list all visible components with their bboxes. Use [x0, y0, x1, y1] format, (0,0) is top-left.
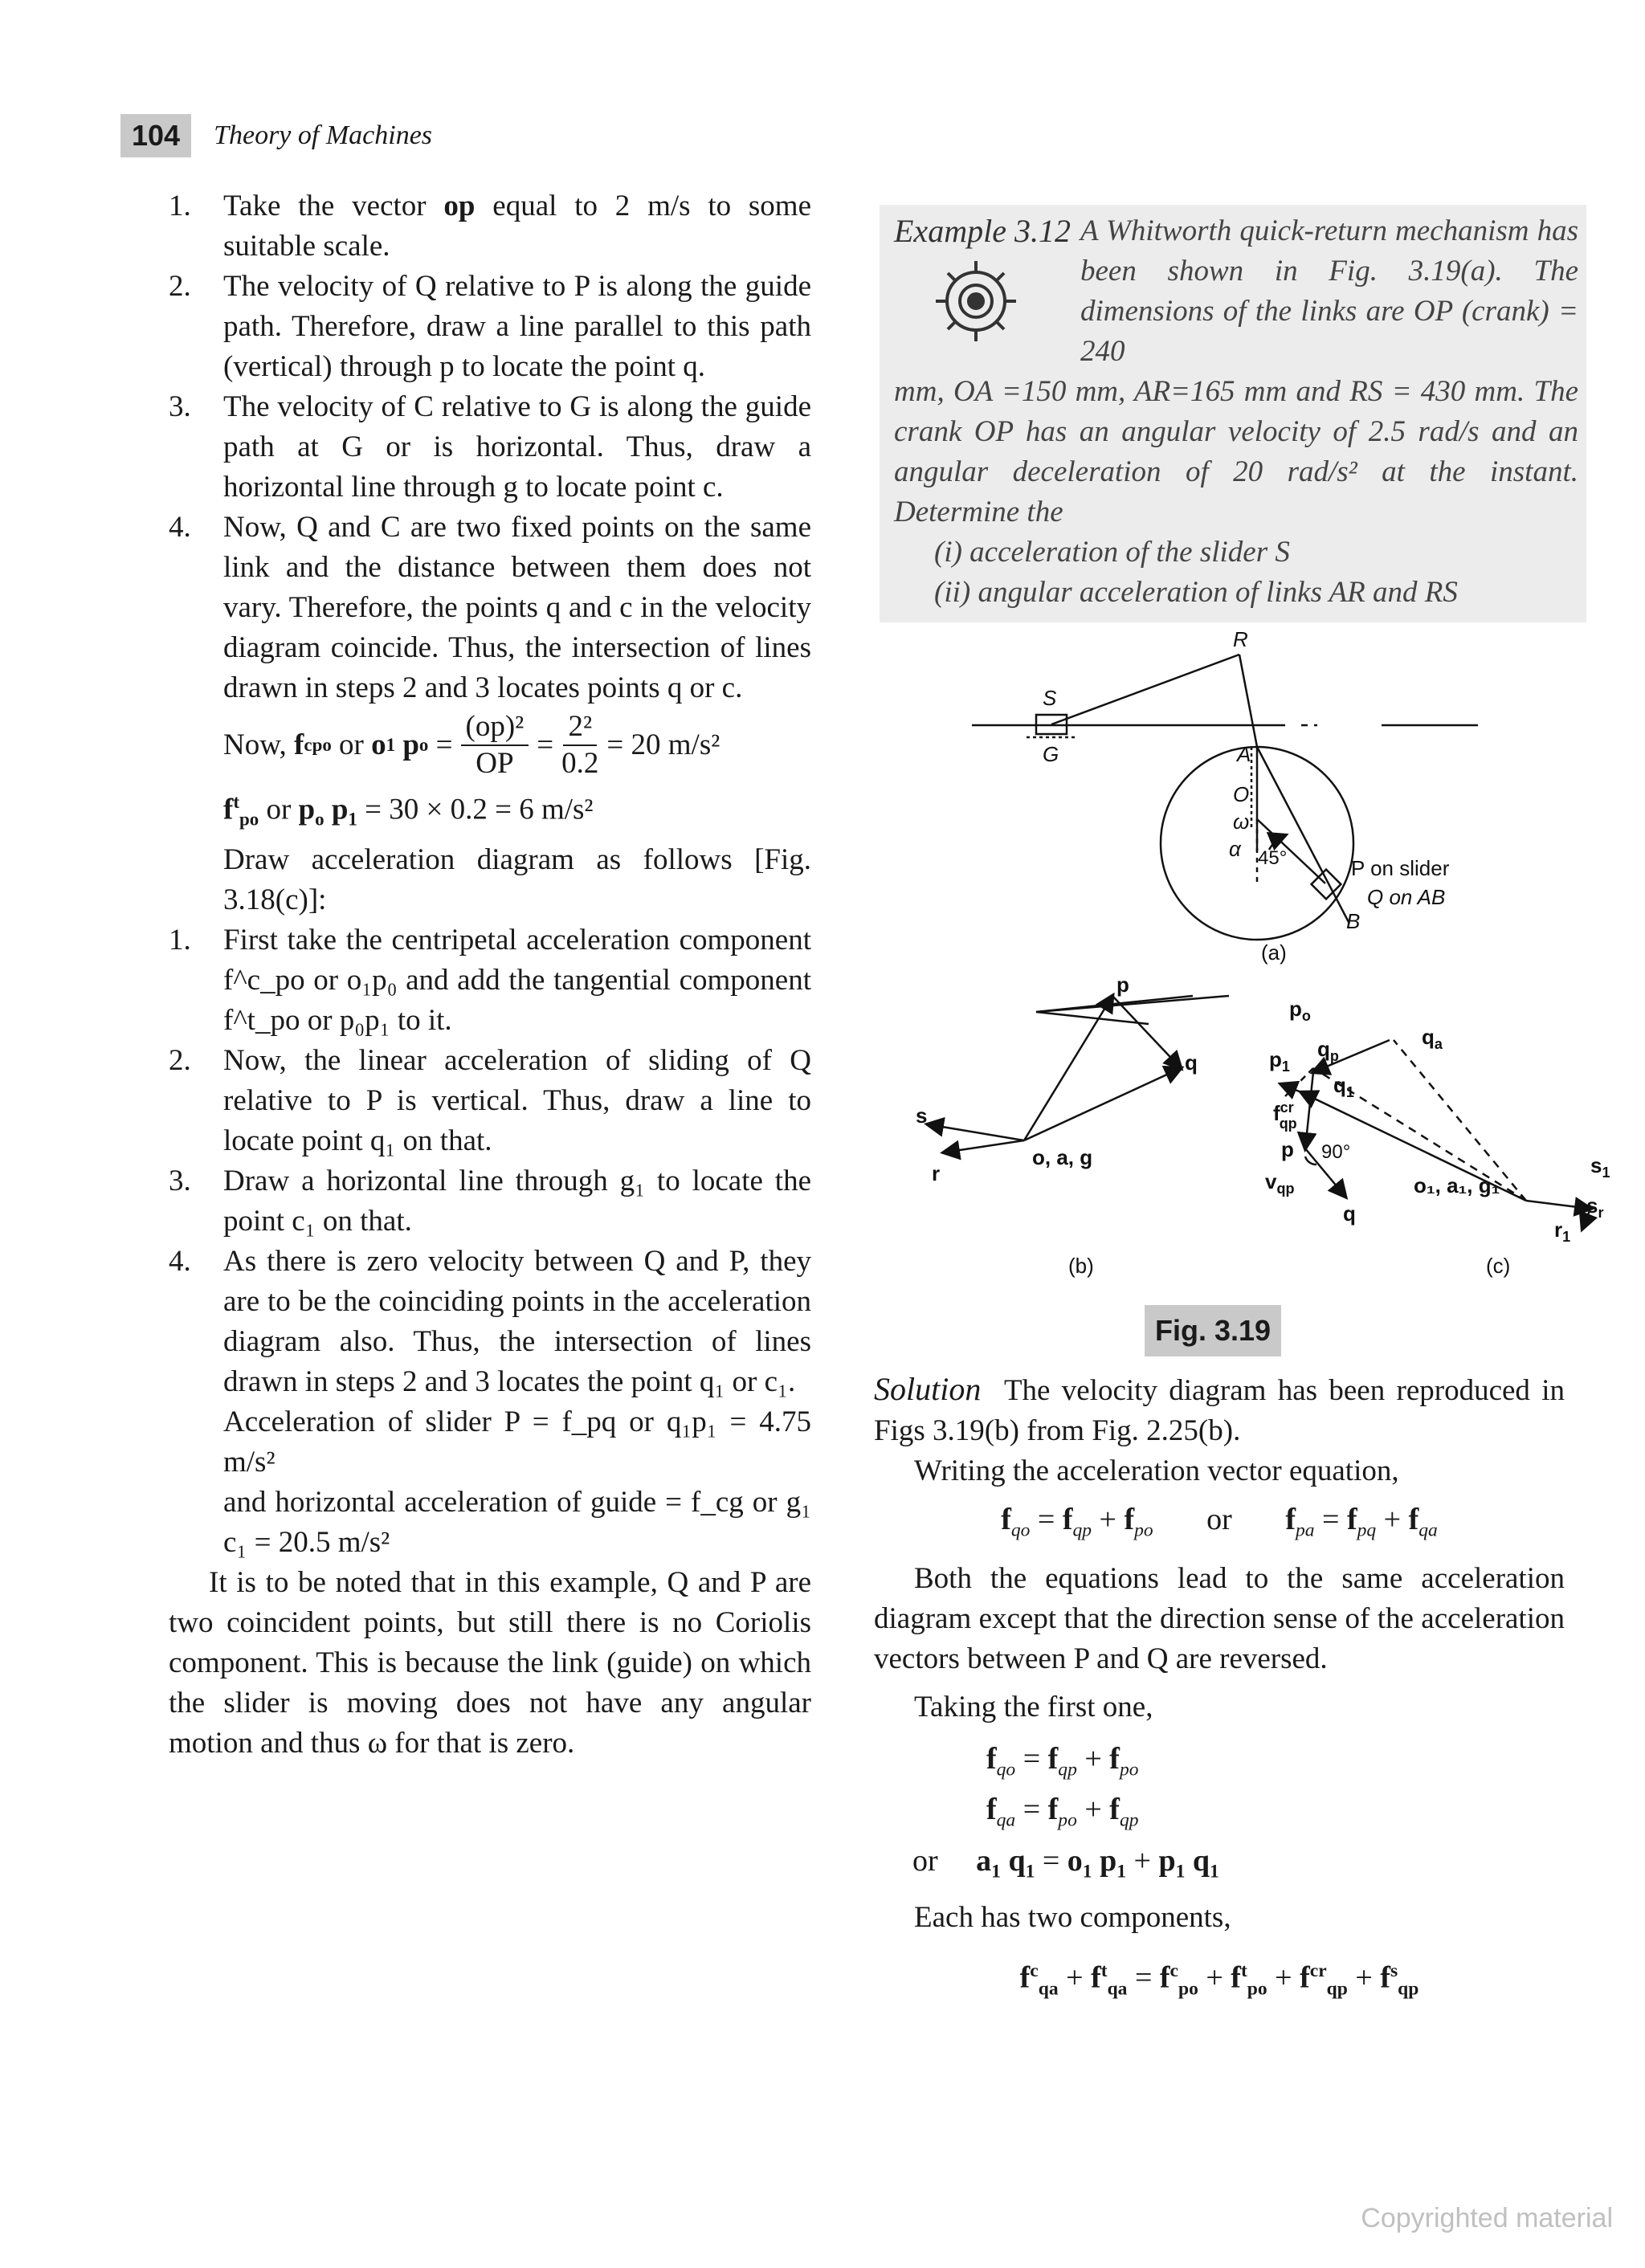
- paragraph: Each has two components,: [914, 1901, 1231, 1935]
- solution-heading: Solution: [874, 1371, 982, 1407]
- caption-a: (a): [1261, 940, 1287, 965]
- example-body: [894, 372, 1578, 613]
- right-column: [874, 1369, 1565, 2009]
- list-number: 1.: [169, 923, 191, 957]
- paragraph: Both the equations lead to the same acceleration diagram except that the direction sense of the acceleration vectors between P and Q are reversed.: [874, 1561, 1565, 1675]
- list-number: 2.: [169, 270, 191, 303]
- label-angle-90: 90°: [1321, 1141, 1351, 1163]
- page-number: 104: [120, 114, 191, 157]
- denominator: OP: [476, 747, 514, 780]
- list-item: [169, 186, 811, 267]
- equation-centripetal: Now, f c po or o 1 p o = $\frac{\text{(op)²}}{OP}$ = $\frac{\text{2²}}{0.2}$ = 20 m/s²: [223, 710, 720, 780]
- list-number: 3.: [169, 1164, 191, 1197]
- equation-vector: $f_{qo} = f_{qp} + f_{po}$ or $f_{pa} = f_{pq} + f_{qa}$: [1001, 1503, 1438, 1541]
- example-box: [880, 205, 1586, 622]
- step-text: First take the centripetal acceleration component f^c_po or o₁p₀ and add the tangential component f^t_po or p₀p₁ to it.: [223, 923, 811, 1037]
- eq-or: or: [1206, 1503, 1232, 1536]
- example-title: Example 3.12: [894, 213, 1071, 249]
- running-title: Theory of Machines: [214, 120, 433, 150]
- fraction: [461, 709, 529, 781]
- gear-icon: [920, 253, 1032, 349]
- paragraph: It is to be noted that in this example, Q and P are two coincident points, but still there is no Coriolis component. This is because the link (guide) on which the slider is moving does not have any angular motion and thus ω for that is zero.: [169, 1565, 811, 1760]
- fraction: [561, 709, 598, 781]
- diagram-c-labels: [1265, 997, 1610, 1278]
- eq-prefix: Now,: [223, 728, 287, 761]
- list-item: [169, 1041, 811, 1161]
- label-q-on-ab: Q on AB: [1367, 885, 1446, 909]
- paragraph: Taking the first one,: [914, 1690, 1153, 1723]
- figure-label: Fig. 3.19: [1145, 1305, 1281, 1356]
- list-number: 3.: [169, 390, 191, 423]
- caption-c: (c): [1486, 1254, 1511, 1278]
- step-text: Now, the linear acceleration of sliding of Q relative to P is vertical. Thus, draw a line to locate point q₁ on that.: [223, 1043, 811, 1157]
- numerator: 2²: [563, 709, 597, 746]
- result-guide: and horizontal acceleration of guide = f_cg or g₁ c₁ = 20.5 m/s²: [223, 1485, 811, 1559]
- eq-result: = 30 × 0.2 = 6 m/s²: [365, 793, 594, 826]
- numerator: (op)²: [461, 709, 529, 746]
- step-text: Draw a horizontal line through g₁ to locate the point c₁ on that.: [223, 1164, 811, 1238]
- list-number: 2.: [169, 1043, 191, 1077]
- eq-result: = 20 m/s²: [606, 728, 720, 761]
- list-number: 4.: [169, 1244, 191, 1278]
- result-slider: Acceleration of slider P = f_pq or q₁p₁ = 4.75 m/s²: [223, 1405, 811, 1479]
- label-o1a1g1: o₁, a₁, g₁: [1414, 1173, 1500, 1197]
- diagram-c: [1281, 1040, 1590, 1229]
- list-item: [169, 920, 811, 1041]
- label-r1: $r_1$: [1554, 1218, 1571, 1245]
- page-header: [120, 111, 432, 161]
- label-p1: $p_1$: [1269, 1047, 1290, 1075]
- list-number: 1.: [169, 190, 191, 222]
- list-item: [169, 267, 811, 387]
- label-alpha: α: [1229, 837, 1241, 861]
- step-text: equal to 2 m/s to some suitable scale.: [223, 190, 811, 263]
- eq-symbol: f: [294, 728, 304, 761]
- label-qa: $q_a$: [1422, 1025, 1443, 1052]
- label-S: S: [1043, 686, 1057, 710]
- step-text: As there is zero velocity between Q and P, they are to be the coinciding points in the acceleration diagram also. Thus, the intersection of lines drawn in steps 2 and 3 locates the point q₁ or c₁.: [223, 1244, 811, 1398]
- list-number: 4.: [169, 511, 191, 544]
- label-R: R: [1233, 627, 1248, 651]
- label-sr: $s_r$: [1586, 1193, 1604, 1221]
- step-text: The velocity of Q relative to P is along the guide path. Therefore, draw a line parallel to this path (vertical) through p to locate the point q.: [223, 270, 811, 383]
- figure-3-19: [867, 618, 1610, 1301]
- solution-text: The velocity diagram has been reproduced in Figs 3.19(b) from Fig. 2.25(b).: [874, 1374, 1565, 1447]
- step-text: Now, Q and C are two fixed points on the same link and the distance between them does not vary. Therefore, the points q and c in the velocity diagram coincide. Thus, the intersection of lines drawn in steps 2 and 3 locates points q or c.: [223, 511, 811, 704]
- label-q1: $q_1$: [1333, 1073, 1354, 1100]
- diagram-a-labels: [1043, 627, 1450, 965]
- label-p-on-slider: P on slider: [1351, 856, 1450, 880]
- list-item: (ii) angular acceleration of links AR and RS: [934, 576, 1458, 609]
- label-omega: ω: [1233, 810, 1250, 834]
- label-p: p: [1116, 973, 1129, 997]
- list-item: [169, 1242, 811, 1402]
- label-B: B: [1346, 909, 1361, 933]
- caption-b: (b): [1068, 1254, 1094, 1278]
- label-r: r: [932, 1161, 941, 1185]
- paragraph: Draw acceleration diagram as follows [Fig. 3.18(c)]:: [223, 842, 811, 916]
- label-vqp: $v_{qp}$: [1265, 1169, 1295, 1197]
- list-item: [169, 508, 811, 708]
- equation-components: $f^c_{qa} + f^t_{qa} = f^c_{po} + f^t_{po} + f^{cr}_{qp} + f^s_{qp}$: [1019, 1960, 1419, 2000]
- eq-or: or: [912, 1843, 938, 1878]
- example-text: A Whitworth quick-return mechanism has been shown in Fig. 3.19(a). The dimensions of the links are OP (crank) = 240: [1080, 214, 1578, 368]
- step-text: Take the vector: [223, 190, 444, 222]
- example-text: mm, OA =150 mm, AR=165 mm and RS = 430 mm. The crank OP has an angular velocity of 2.5 rad/s and an angular deceleration of 20 rad/s² at the instant. Determine the: [894, 375, 1578, 528]
- step-text: The velocity of C relative to G is along the guide path at G or is horizontal. Thus, draw a horizontal line through g to locate point c.: [223, 390, 811, 504]
- list-item: (i) acceleration of the slider S: [934, 536, 1290, 569]
- label-qp: $q_p$: [1317, 1037, 1339, 1064]
- equation-3: or $a_1$ $q_1 = o_1$ $p_1 + p_1$ $q_1$: [912, 1843, 1219, 1883]
- copyright-notice: Copyrighted material: [1361, 2203, 1613, 2233]
- equation-tangential: $f^t_{po}$ or $p_o$ $p_1 = 30 \times 0.2 = 6$ m/s²: [223, 792, 594, 830]
- label-angle-45: 45°: [1258, 847, 1288, 869]
- equation-1: $f_{qo} = f_{qp} + f_{po}$: [986, 1741, 1139, 1781]
- step-bold: op: [443, 190, 476, 222]
- label-O: O: [1233, 782, 1250, 806]
- paragraph: Writing the acceleration vector equation,: [914, 1454, 1399, 1487]
- left-column: [169, 186, 811, 1764]
- label-q: q: [1185, 1050, 1198, 1075]
- diagram-b-vectors: [928, 996, 1181, 1152]
- list-item: [169, 1161, 811, 1242]
- label-q: q: [1343, 1201, 1356, 1226]
- label-oag: o, a, g: [1032, 1145, 1093, 1169]
- label-G: G: [1043, 742, 1059, 766]
- label-A: A: [1237, 742, 1251, 766]
- list-item: [169, 387, 811, 508]
- label-s: s: [916, 1103, 928, 1128]
- solution-paragraph: [874, 1369, 1565, 1451]
- denominator: 0.2: [561, 747, 599, 780]
- label-s1: $s_1$: [1590, 1153, 1610, 1181]
- label-p: p: [1281, 1137, 1294, 1161]
- diagram-b: [1036, 996, 1229, 1024]
- label-fcr-qp: $f^{cr}$ qp: [1273, 1099, 1297, 1132]
- label-po: $p_o$: [1289, 997, 1311, 1024]
- equation-2: $f_{qa} = f_{po} + f_{qp}$: [986, 1793, 1139, 1831]
